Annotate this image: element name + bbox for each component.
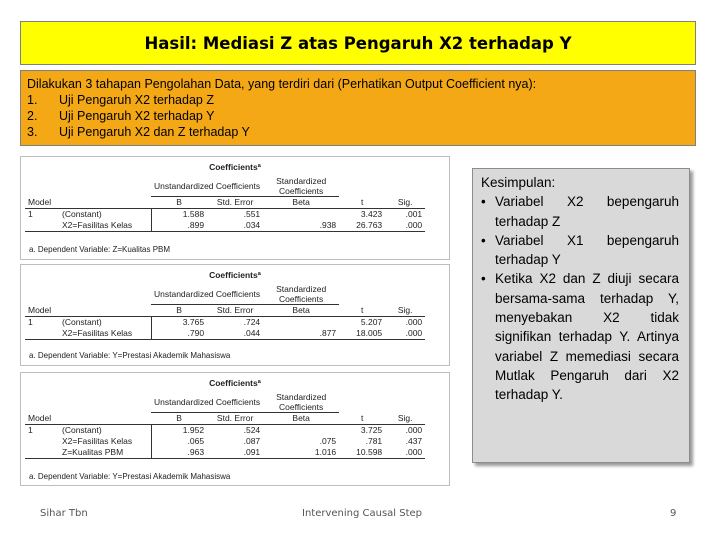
table-row	[25, 209, 425, 221]
header-model: Model	[28, 412, 52, 423]
header-b: B	[176, 413, 182, 423]
coefficients-table-2	[20, 264, 450, 366]
header-sig: Sig.	[397, 196, 413, 207]
intro-text: Dilakukan 3 tahapan Pengolahan Data, yang terdiri dari (Perhatikan Output Coefficient nya):	[27, 77, 537, 91]
cell-se: .524	[243, 425, 261, 435]
cell-se: .724	[243, 317, 261, 327]
header-beta: Beta	[292, 305, 310, 315]
header-unstandardized: Unstandardized Coefficients	[151, 176, 263, 197]
header-beta: Beta	[292, 197, 310, 207]
coefficients-table-1	[20, 156, 450, 260]
table-caption: Coefficientsª	[209, 378, 261, 388]
cell-se: .034	[243, 220, 261, 230]
header-standardized: Standardized Coefficients	[263, 392, 339, 413]
header-unstandardized: Unstandardized Coefficients	[151, 284, 263, 305]
header-std-error: Std. Error	[216, 197, 254, 207]
bullet-icon: •	[481, 194, 486, 210]
table-footnote: a. Dependent Variable: Y=Prestasi Akademik Mahasiswa	[29, 472, 231, 481]
cell-sig: .001	[405, 209, 423, 219]
header-b: B	[176, 305, 182, 315]
header-t: t	[360, 412, 364, 423]
cell-sig: .437	[405, 436, 423, 446]
row-label: (Constant)	[62, 209, 102, 219]
cell-sig: .000	[405, 220, 423, 230]
header-sig: Sig.	[397, 304, 413, 315]
cell-se: .091	[243, 447, 261, 457]
header-b: B	[176, 197, 182, 207]
cell-b: .790	[151, 328, 207, 340]
table-caption: Coefficientsª	[209, 270, 261, 280]
conclusion-box	[472, 168, 690, 463]
cell-beta	[263, 425, 339, 437]
model-number: 1	[28, 209, 33, 219]
header-model: Model	[28, 304, 52, 315]
steps-list	[27, 92, 689, 140]
step-text: Uji Pengaruh X2 terhadap Z	[59, 93, 214, 107]
bullet-icon: •	[481, 271, 486, 287]
header-std-error: Std. Error	[216, 413, 254, 423]
header-sig: Sig.	[397, 412, 413, 423]
step-item	[27, 124, 689, 140]
header-unstandardized: Unstandardized Coefficients	[151, 392, 263, 413]
coefficients-table-3	[20, 372, 450, 486]
table-row	[25, 436, 425, 447]
footer-author: Sihar Tbn	[40, 508, 88, 519]
header-model: Model	[28, 196, 52, 207]
cell-b: .065	[151, 436, 207, 447]
step-number: 1.	[27, 93, 38, 107]
row-label: Z=Kualitas PBM	[62, 447, 124, 457]
cell-sig: .000	[405, 328, 423, 338]
row-label: X2=Fasilitas Kelas	[62, 220, 133, 230]
cell-t: 26.763	[356, 220, 383, 230]
cell-t: 5.207	[360, 317, 383, 327]
header-std-error: Std. Error	[216, 305, 254, 315]
conclusion-item	[481, 269, 679, 404]
step-item	[27, 92, 689, 108]
step-number: 3.	[27, 125, 38, 139]
conclusion-item	[481, 231, 679, 270]
coefficients-grid	[25, 176, 425, 232]
header-beta: Beta	[292, 413, 310, 423]
slide-title-box	[20, 21, 696, 65]
coefficients-grid	[25, 284, 425, 340]
table-row	[25, 425, 425, 437]
intro-box	[20, 70, 696, 146]
step-number: 2.	[27, 109, 38, 123]
cell-b: .899	[151, 220, 207, 232]
cell-beta	[263, 317, 339, 329]
step-item	[27, 108, 689, 124]
bullet-icon: •	[481, 232, 486, 248]
cell-se: .044	[243, 328, 261, 338]
footer-page-number: 9	[670, 508, 677, 519]
table-caption: Coefficientsª	[209, 162, 261, 172]
header-standardized: Standardized Coefficients	[263, 284, 339, 305]
footer-topic: Intervening Causal Step	[302, 508, 423, 519]
model-number: 1	[28, 425, 33, 435]
header-t: t	[360, 304, 364, 315]
table-footnote: a. Dependent Variable: Y=Prestasi Akademik Mahasiswa	[29, 351, 231, 360]
cell-beta: .075	[319, 436, 337, 446]
row-label: X2=Fasilitas Kelas	[62, 436, 133, 446]
cell-sig: .000	[405, 447, 423, 457]
cell-t: 3.725	[360, 425, 383, 435]
cell-t: 3.423	[360, 209, 383, 219]
cell-sig: .000	[405, 317, 423, 327]
cell-b: 3.765	[151, 317, 207, 329]
model-number: 1	[28, 317, 33, 327]
cell-se: .087	[243, 436, 261, 446]
row-label: X2=Fasilitas Kelas	[62, 328, 133, 338]
table-row	[25, 447, 425, 459]
step-text: Uji Pengaruh X2 terhadap Y	[59, 109, 215, 123]
slide-title: Hasil: Mediasi Z atas Pengaruh X2 terhadap Y	[144, 33, 572, 53]
conclusion-text: Variabel X1 bepengaruh terhadap Y	[495, 232, 679, 268]
cell-sig: .000	[405, 425, 423, 435]
step-text: Uji Pengaruh X2 dan Z terhadap Y	[59, 125, 250, 139]
cell-t: .781	[365, 436, 383, 446]
conclusion-text: Variabel X2 bepengaruh terhadap Z	[495, 194, 679, 229]
row-label: (Constant)	[62, 425, 102, 435]
cell-se: .551	[243, 209, 261, 219]
row-label: (Constant)	[62, 317, 102, 327]
header-standardized: Standardized Coefficients	[263, 176, 339, 197]
cell-b: .963	[151, 447, 207, 459]
table-row	[25, 317, 425, 329]
cell-b: 1.588	[151, 209, 207, 221]
cell-beta	[263, 209, 339, 221]
cell-t: 18.005	[356, 328, 383, 338]
cell-t: 10.598	[356, 447, 383, 457]
cell-beta: 1.016	[314, 447, 337, 457]
conclusion-list	[481, 192, 679, 404]
cell-beta: .877	[319, 328, 337, 338]
table-row	[25, 220, 425, 232]
table-footnote: a. Dependent Variable: Z=Kualitas PBM	[29, 245, 171, 254]
conclusion-item	[481, 192, 679, 231]
header-t: t	[360, 196, 364, 207]
cell-beta: .938	[319, 220, 337, 230]
conclusion-text: Ketika X2 dan Z diuji secara bersama-sama terhadap Y, menyebakan X2 tidak signifikan terhadap Y. Artinya variabel Z memediasi secara Mutlak Pengaruh dari X2 terhadap Y.	[495, 271, 679, 403]
table-row	[25, 328, 425, 340]
cell-b: 1.952	[151, 425, 207, 437]
conclusion-heading: Kesimpulan:	[481, 175, 556, 190]
coefficients-grid	[25, 392, 425, 459]
